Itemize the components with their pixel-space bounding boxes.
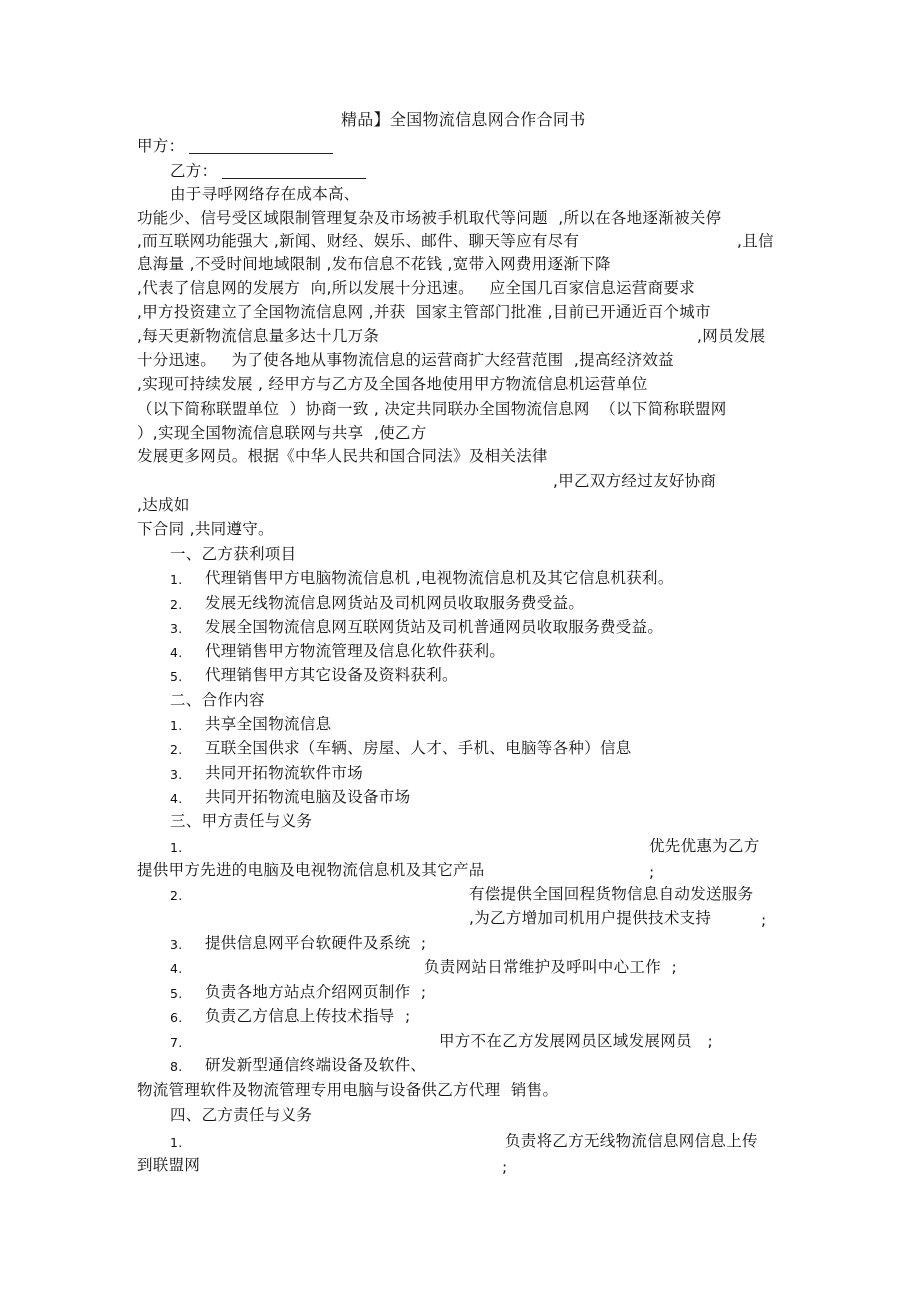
preamble-line: 下合同 ,共同遵守。 [137,520,274,538]
item-number: 6. [170,1010,183,1025]
semicolon: ; [502,1158,508,1176]
item-number: 4. [170,791,183,806]
item-number: 1. [170,840,183,855]
item-number: 2. [170,888,183,903]
preamble-line: （以下简称联盟单位 ）协商一致 , 决定共同联办全国物流信息网 （以下简称联盟网 [137,400,727,418]
preamble-line: 十分迅速。 为了使各地从事物流信息的运营商扩大经营范围 ,提高经济效益 [137,351,674,369]
preamble-line: 发展更多网员。根据《中华人民共和国合同法》及相关法律 [137,447,548,465]
preamble-line: ）,实现全国物流信息联网与共享 ,使乙方 [137,424,427,442]
preamble-line: ,代表了信息网的发展方 向,所以发展十分迅速。 应全国几百家信息运营商要求 [137,279,695,297]
list-item-continuation: 提供甲方先进的电脑及电视物流信息机及其它产品 [137,861,485,879]
preamble-line: 息海量 ,不受时间地域限制 ,发布信息不花钱 ,宽带入网费用逐渐下降 [137,255,611,273]
list-item-continuation: ,为乙方增加司机用户提供技术支持 [469,909,712,927]
party-b-label: 乙方： [170,162,218,180]
item-number: 1. [170,718,183,733]
item-number: 5. [170,986,183,1001]
item-number: 7. [170,1035,183,1050]
list-item: 优先优惠为乙方 [649,837,760,855]
list-item: 代理销售甲方其它设备及资料获利。 [205,666,458,684]
item-number: 5. [170,669,183,684]
item-number: 2. [170,742,183,757]
list-item-continuation: 到联盟网 [137,1156,201,1174]
item-number: 3. [170,621,183,636]
item-number: 1. [170,1135,183,1150]
list-item: 负责乙方信息上传技术指导 ; [205,1007,411,1025]
list-item: 互联全国供求（车辆、房屋、人才、手机、电脑等各种）信息 [205,739,632,757]
list-item: 发展全国物流信息网互联网货站及司机普通网员收取服务费受益。 [205,618,664,636]
preamble-line: ,甲方投资建立了全国物流信息网 ,并获 国家主管部门批准 ,目前已开通近百个城市 [137,303,711,321]
section-heading: 四、乙方责任与义务 [170,1106,313,1124]
list-item: 发展无线物流信息网货站及司机网员收取服务费受益。 [205,594,585,612]
section-heading: 二、合作内容 [170,691,265,709]
item-number: 1. [170,572,183,587]
preamble-line: ,甲乙双方经过友好协商 [553,472,717,490]
list-item: 共同开拓物流软件市场 [205,764,364,782]
semicolon: ; [761,911,767,929]
party-b-blank [222,177,366,179]
list-item: 代理销售甲方物流管理及信息化软件获利。 [205,642,506,660]
list-item: 甲方不在乙方发展网员区域发展网员 ; [439,1032,714,1050]
list-item: 共享全国物流信息 [205,715,332,733]
item-number: 4. [170,645,183,660]
section-heading: 三、甲方责任与义务 [170,812,313,830]
item-number: 4. [170,961,183,976]
item-number: 3. [170,937,183,952]
list-item: 负责将乙方无线物流信息网信息上传 [505,1132,758,1150]
list-item: 代理销售甲方电脑物流信息机 ,电视物流信息机及其它信息机获利。 [205,569,674,587]
preamble-line: ,而互联网功能强大 ,新闻、财经、娱乐、邮件、聊天等应有尽有 [137,232,580,250]
list-item: 负责网站日常维护及呼叫中心工作 ; [424,958,677,976]
party-a-label: 甲方： [137,137,185,155]
item-number: 3. [170,767,183,782]
preamble-line: ,达成如 [137,496,190,514]
preamble-line: 由于寻呼网络存在成本高、 [170,185,360,203]
preamble-line: ,实现可持续发展 , 经甲方与乙方及全国各地使用甲方物流信息机运营单位 [137,375,648,393]
preamble-line: 功能少、信号受区域限制管理复杂及市场被手机取代等问题 ,所以在各地逐渐被关停 [137,209,722,227]
preamble-line: ,每天更新物流信息量多达十几万条 [137,327,380,345]
preamble-line: ,网员发展 [697,327,766,345]
list-item: 提供信息网平台软硬件及系统 ; [205,934,427,952]
semicolon: ; [649,863,655,881]
list-item: 研发新型通信终端设备及软件、 [205,1056,427,1074]
contract-title: 精品】全国物流信息网合作合同书 [341,110,586,129]
list-item: 负责各地方站点介绍网页制作 ; [205,983,427,1001]
list-item-continuation: 物流管理软件及物流管理专用电脑与设备供乙方代理 销售。 [137,1081,559,1099]
item-number: 8. [170,1059,183,1074]
party-a-blank [189,152,333,154]
list-item: 有偿提供全国回程货物信息自动发送服务 [469,885,754,903]
list-item: 共同开拓物流电脑及设备市场 [205,788,411,806]
item-number: 2. [170,597,183,612]
preamble-line: ,且信 [737,232,774,250]
section-heading: 一、乙方获利项目 [170,545,297,563]
